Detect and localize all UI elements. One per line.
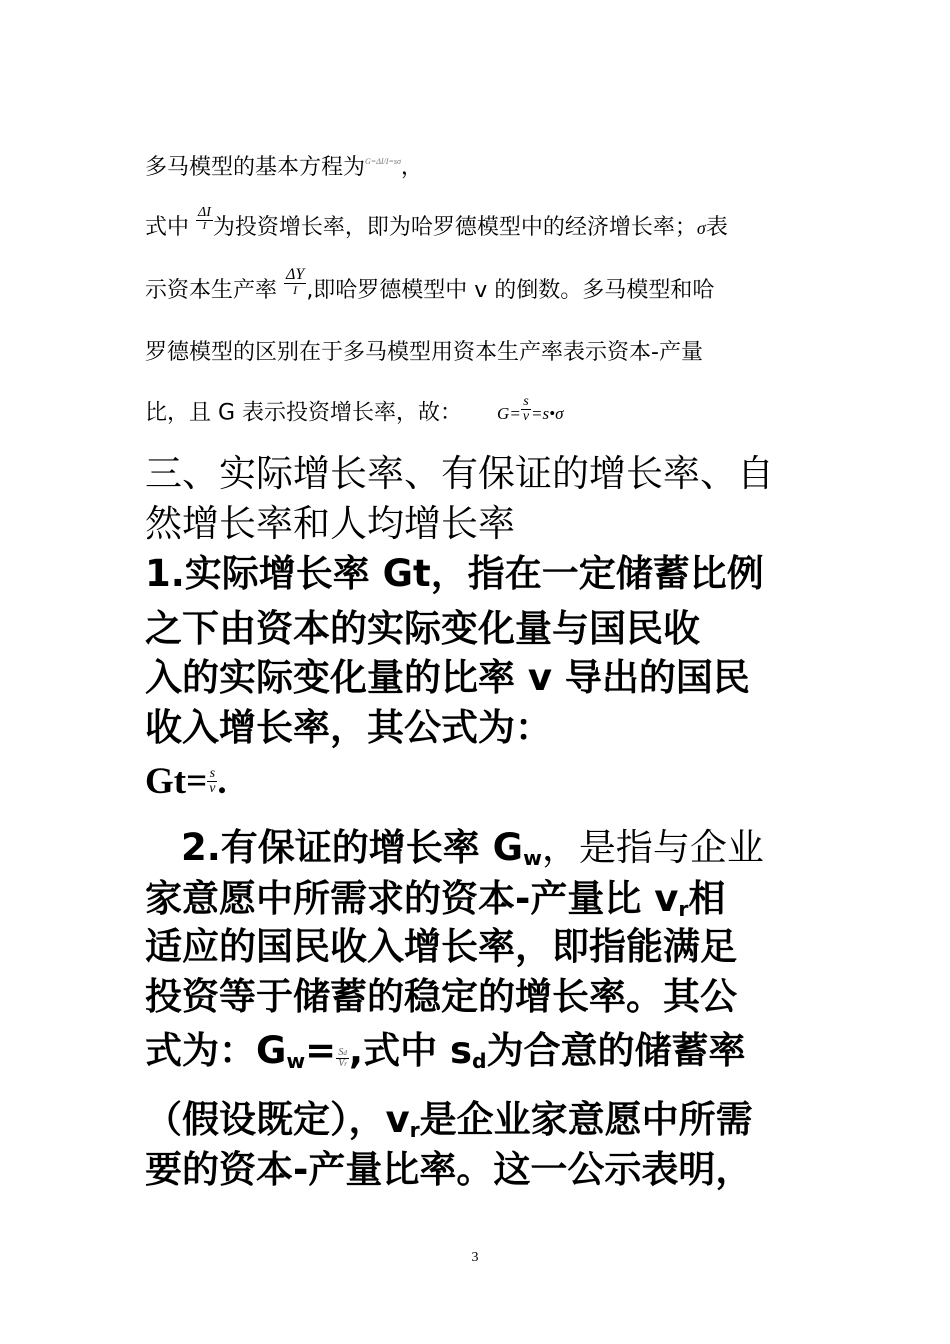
fraction-numerator: ΔY: [286, 265, 305, 283]
text: 1.实际增长率 Gt，指在一定储蓄比例: [145, 552, 764, 595]
item2-line-3: [145, 922, 737, 972]
subscript: w: [523, 846, 542, 871]
delta-i-over-i-fraction: [196, 206, 213, 232]
punctuation: ，: [400, 155, 423, 180]
formula-g: G: [497, 404, 510, 423]
subscript: d: [343, 1049, 347, 1057]
subscript: w: [286, 1049, 306, 1074]
sigma-symbol: σ: [696, 218, 706, 238]
delta-y-over-i-fraction: [284, 267, 306, 296]
text: 之下由资本的实际变化量与国民收: [145, 607, 700, 650]
subscript: r: [344, 1060, 348, 1068]
section-heading-line-1: [145, 449, 774, 499]
text: 为合意的储蓄率: [486, 1029, 746, 1072]
item1-line-2: [145, 604, 700, 654]
text: 示资本生产率: [145, 278, 278, 303]
text: 是企业家意愿中所需: [419, 1098, 753, 1141]
text: 入的实际变化量的比率 v 导出的国民: [145, 656, 750, 699]
formula-rest: =s•σ: [531, 404, 564, 423]
fraction-denominator: V: [338, 1058, 345, 1069]
domar-equation-text: 多马模型的基本方程为: [145, 155, 366, 180]
fraction-denominator: v: [522, 408, 530, 424]
punctuation: .: [217, 761, 227, 802]
sd-over-vr-fraction: [336, 1048, 349, 1069]
gt-label: Gt=: [145, 761, 208, 802]
item2-line-5: [145, 1026, 746, 1086]
fraction-denominator: I: [284, 283, 306, 296]
text: （假设既定），v: [145, 1098, 410, 1141]
gt-formula-line: [145, 757, 227, 807]
item2-line-7: [145, 1145, 752, 1195]
fraction-numerator: ΔI: [198, 205, 211, 220]
formula-equals: =: [509, 404, 521, 423]
text: 为投资增长率，即为哈罗德模型中的经济增长率；: [212, 215, 697, 240]
text: 投资等于储蓄的稳定的增长率。其公: [145, 975, 737, 1018]
item1-line-1: [145, 549, 764, 599]
text: =: [305, 1029, 337, 1072]
text: 表: [705, 215, 728, 240]
text: 要的资本-产量比率。这一公示表明，: [145, 1148, 753, 1191]
domar-equation-formula: G=ΔI/I=sσ: [365, 157, 401, 166]
domar-equation-line: [145, 147, 423, 183]
subscript: r: [409, 1118, 420, 1143]
subscript: r: [678, 897, 689, 922]
text: 收入增长率，其公式为：: [145, 706, 552, 749]
fraction-denominator: I: [196, 220, 213, 232]
harrod-domar-formula: [497, 393, 564, 429]
text: ，是指与企业: [541, 826, 764, 869]
section-heading: 然增长率和人均增长率: [145, 502, 515, 545]
fraction-numerator: s: [209, 766, 216, 782]
text: 比，且 G 表示投资增长率，故：: [145, 400, 463, 426]
text: ,式中 s: [349, 1029, 472, 1072]
fraction-numerator: s: [523, 393, 529, 409]
para2-line-4: [145, 393, 564, 429]
text: 式中: [145, 215, 190, 240]
text: 式为：G: [145, 1029, 287, 1072]
section-heading-line-2: [145, 499, 515, 549]
text: 2.有保证的增长率 G: [181, 826, 524, 869]
section-heading: 三、实际增长率、有保证的增长率、自: [145, 452, 774, 495]
fraction-numerator: S: [338, 1047, 344, 1058]
page-number: 3: [471, 1250, 479, 1265]
text: 相: [688, 877, 726, 920]
subscript: d: [472, 1049, 487, 1074]
item2-line-4: [145, 972, 737, 1022]
text: ,即哈罗德模型中 v 的倒数。多马模型和哈: [306, 278, 715, 303]
s-over-v-fraction: [207, 767, 217, 796]
text: 罗德模型的区别在于多马模型用资本生产率表示资本-产量: [145, 340, 703, 365]
para2-line-3: [145, 338, 703, 368]
s-over-v-fraction: [521, 395, 531, 424]
fraction-denominator: v: [209, 781, 216, 797]
item1-line-3: [145, 653, 750, 703]
text: 家意愿中所需求的资本-产量比 v: [145, 877, 679, 920]
item1-line-4: [145, 703, 552, 753]
text: 适应的国民收入增长率，即指能满足: [145, 925, 737, 968]
